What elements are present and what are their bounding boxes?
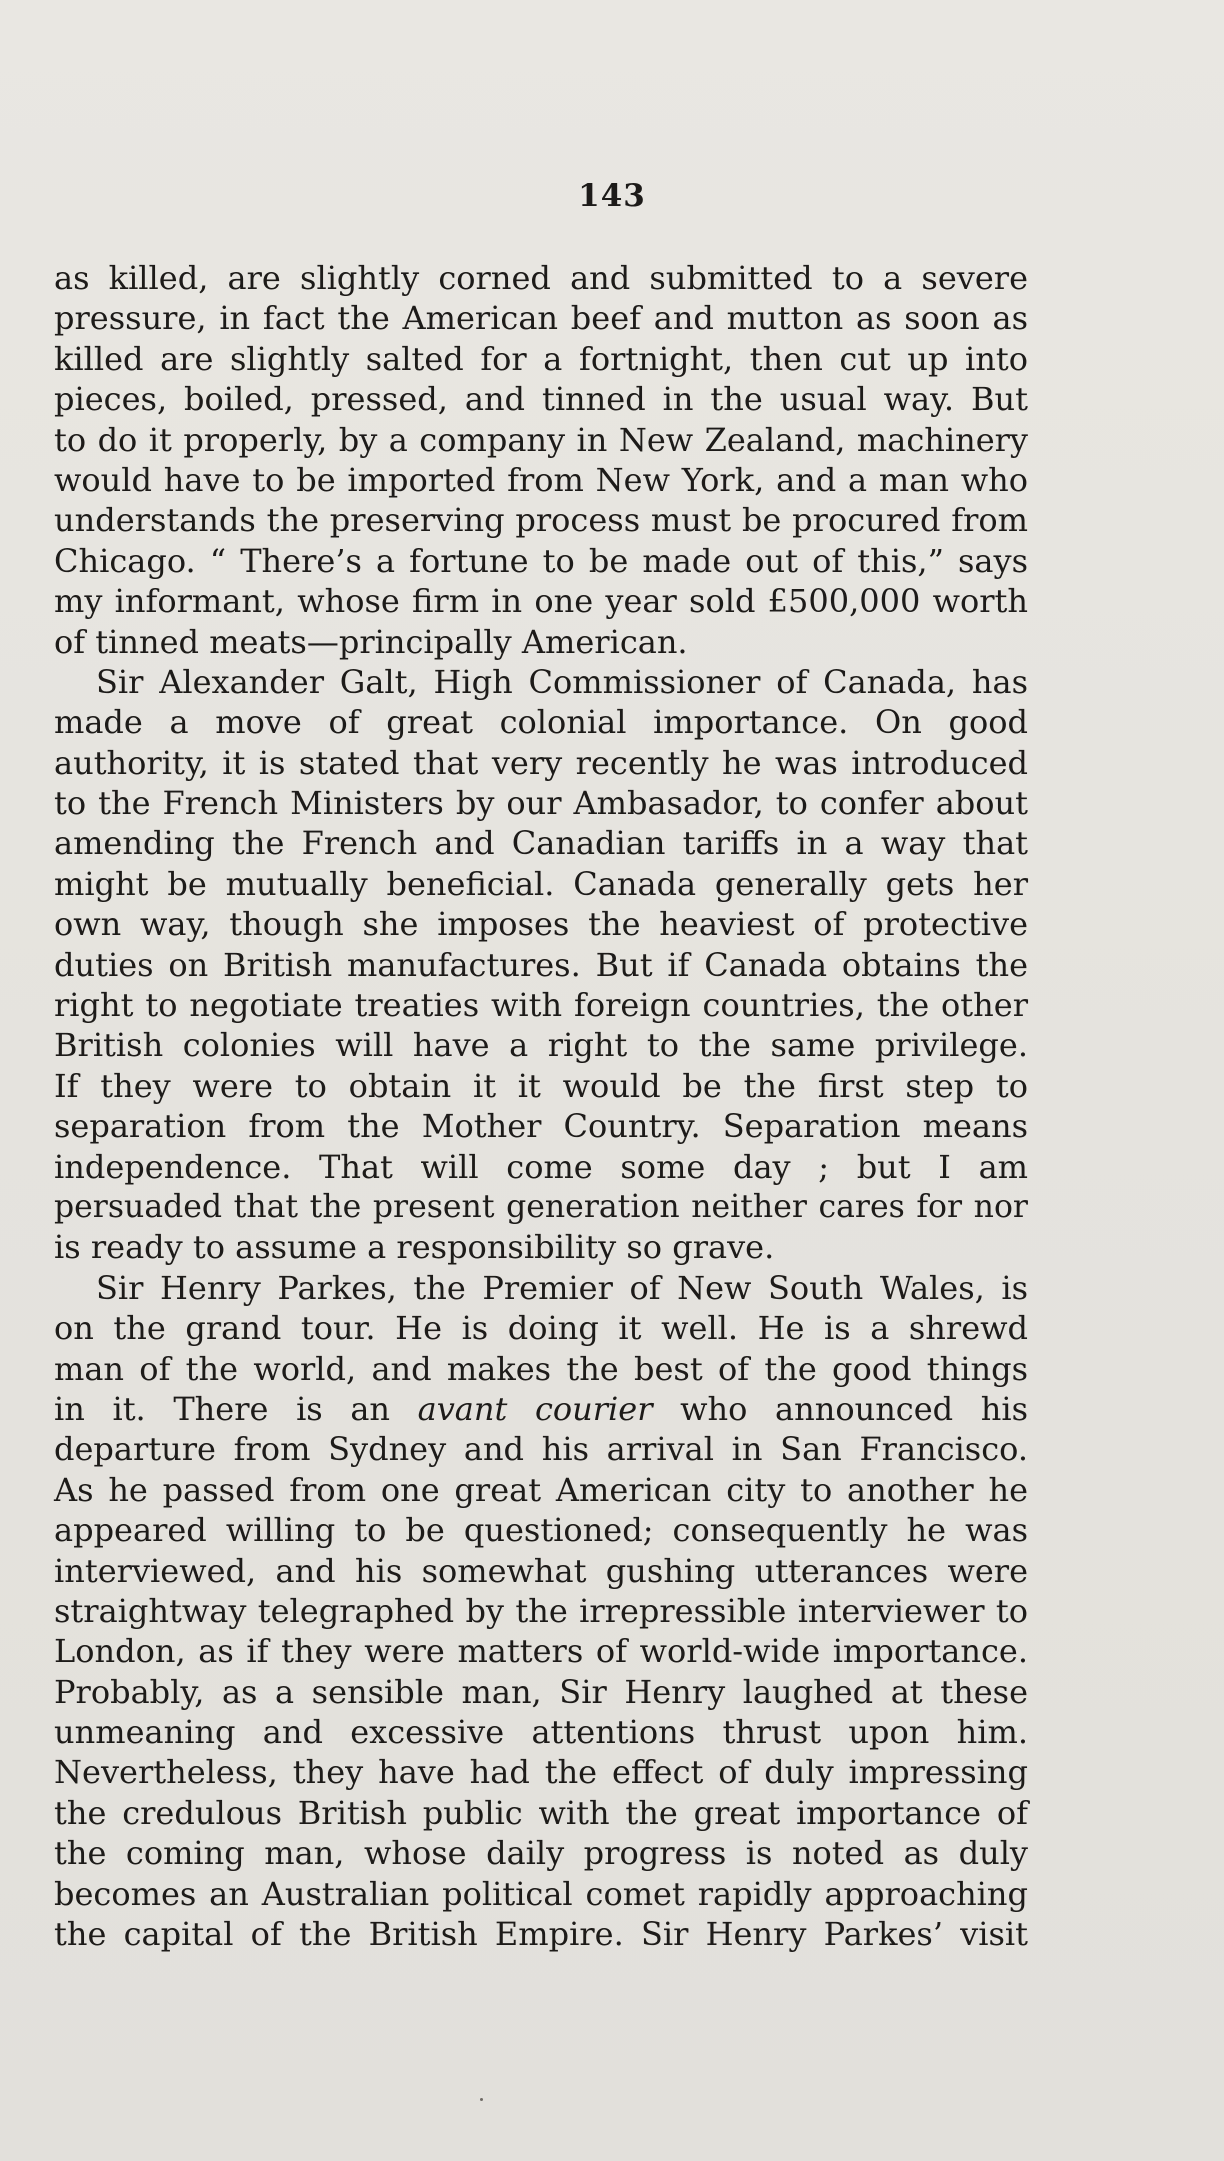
text-line: pressure, in fact the American beef and mutton as soon as — [54, 299, 1028, 338]
text-line: of tinned meats—principally American. — [54, 622, 688, 661]
text-line: the capital of the British Empire. Sir Henry Parkes’ visit — [54, 1915, 1028, 1954]
text-line: man of the world, and makes the best of the good things — [54, 1349, 1028, 1388]
text-line: duties on British manufactures. But if Canada obtains the — [54, 945, 1028, 984]
text-line: as killed, are slightly corned and submitted to a severe — [54, 259, 1028, 297]
italic-phrase: avant courier — [417, 1389, 653, 1428]
text-line: is ready to assume a responsibility so grave. — [54, 1228, 775, 1267]
text-line: my informant, whose firm in one year sold £500,000 worth — [54, 582, 1028, 621]
paragraph-start-line: Sir Henry Parkes, the Premier of New South Wales, is — [96, 1268, 1028, 1307]
text-line: the coming man, whose daily progress is noted as duly — [54, 1834, 1028, 1873]
text-line: Chicago. “ There’s a fortune to be made out of this,” says — [54, 541, 1028, 580]
text-line: straightway telegraphed by the irrepressible interviewer to — [54, 1591, 1028, 1630]
text-line: persuaded that the present generation neither cares for nor — [54, 1188, 1028, 1225]
text-line: Probably, as a sensible man, Sir Henry laughed at these — [54, 1672, 1028, 1711]
text-line: on the grand tour. He is doing it well. He is a shrewd — [54, 1309, 1028, 1348]
text-line: British colonies will have a right to the same privilege. — [54, 1026, 1028, 1065]
text-fragment: who announced his — [652, 1389, 1029, 1428]
body-text — [54, 258, 1028, 1954]
text-line: separation from the Mother Country. Separation means — [54, 1107, 1028, 1146]
text-line: London, as if they were matters of world-wide importance. — [54, 1632, 1028, 1671]
text-line-with-italic — [54, 1389, 1028, 1429]
text-line: would have to be imported from New York, and a man who — [54, 460, 1028, 499]
text-line: If they were to obtain it it would be the first step to — [54, 1066, 1028, 1105]
text-line: pieces, boiled, pressed, and tinned in the usual way. But — [54, 380, 1028, 419]
text-line: As he passed from one great American city to another he — [54, 1470, 1028, 1509]
text-line: independence. That will come some day ; but I am — [54, 1147, 1028, 1186]
text-line: understands the preserving process must be procured from — [54, 501, 1028, 540]
text-line: unmeaning and excessive attentions thrust upon him. — [54, 1713, 1028, 1752]
page-number: 143 — [578, 178, 646, 214]
text-line: appeared willing to be questioned; consequently he was — [54, 1511, 1028, 1550]
paragraph-start-line: Sir Alexander Galt, High Commissioner of Canada, has — [96, 662, 1028, 701]
text-line: Nevertheless, they have had the effect of duly impressing — [54, 1753, 1028, 1792]
paper-speck — [480, 2098, 483, 2101]
text-line: to the French Ministers by our Ambasador, to confer about — [54, 784, 1028, 823]
text-line: the credulous British public with the great importance of — [54, 1793, 1028, 1832]
text-line: made a move of great colonial importance. On good — [54, 703, 1028, 742]
text-line: becomes an Australian political comet rapidly approaching — [54, 1874, 1028, 1913]
text-line: amending the French and Canadian tariffs in a way that — [54, 824, 1028, 863]
text-line: killed are slightly salted for a fortnight, then cut up into — [54, 339, 1028, 378]
text-line: authority, it is stated that very recently he was introduced — [54, 743, 1028, 782]
text-fragment: in it. There is an — [54, 1389, 418, 1428]
text-line: departure from Sydney and his arrival in San Francisco. — [54, 1430, 1028, 1469]
text-line: to do it properly, by a company in New Zealand, machinery — [54, 420, 1028, 459]
text-line: right to negotiate treaties with foreign countries, the other — [54, 986, 1028, 1025]
text-line: interviewed, and his somewhat gushing utterances were — [54, 1551, 1028, 1590]
text-line: might be mutually beneficial. Canada generally gets her — [54, 864, 1028, 903]
text-line: own way, though she imposes the heaviest of protective — [54, 905, 1028, 944]
